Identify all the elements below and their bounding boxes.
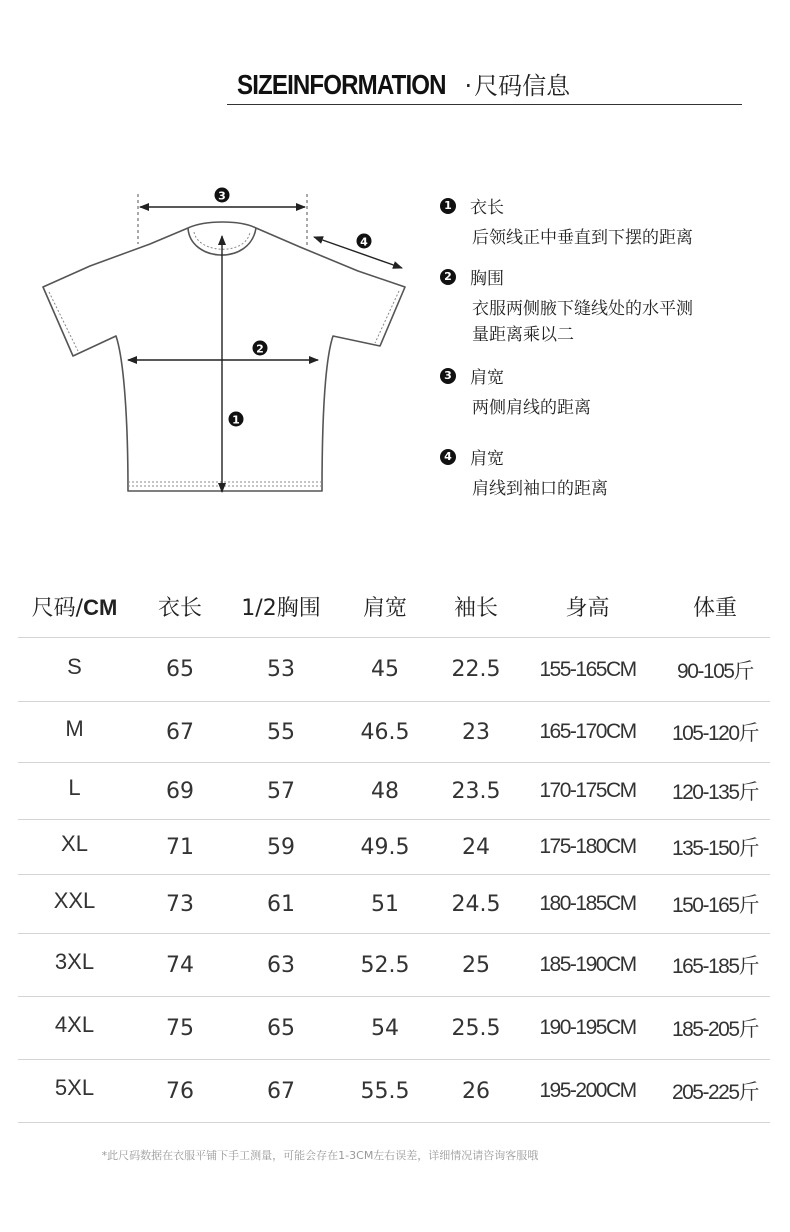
marker-3 <box>215 188 230 203</box>
marker-1 <box>229 412 244 427</box>
table-cell: 180-185CM <box>539 892 636 915</box>
title-separator: · <box>464 72 473 100</box>
table-header <box>18 575 770 637</box>
table-cell: L <box>68 775 81 800</box>
legend-number: 1 <box>440 198 456 214</box>
table-cell: 46.5 <box>360 719 410 745</box>
legend-desc: 肩线到袖口的距离 <box>472 479 608 499</box>
table-cell: 23 <box>462 719 490 745</box>
legend-desc: 量距离乘以二 <box>472 325 574 345</box>
table-cell: XL <box>61 831 88 856</box>
table-cell: 52.5 <box>360 952 410 978</box>
table-cell: 26 <box>462 1078 490 1104</box>
table-cell: 25 <box>462 952 490 978</box>
legend-desc: 衣服两侧腋下缝线处的水平测 <box>472 299 693 319</box>
table-cell: 205-225斤 <box>671 1081 759 1104</box>
table-row <box>18 874 770 933</box>
table-row <box>18 996 770 1059</box>
table-cell: 195-200CM <box>539 1079 636 1102</box>
table-cell: 69 <box>166 778 194 804</box>
table-cell: 48 <box>371 778 399 804</box>
table-cell: 54 <box>371 1015 399 1041</box>
svg-text:4: 4 <box>360 235 368 249</box>
marker-4 <box>357 234 372 249</box>
table-cell: 4XL <box>54 1012 95 1037</box>
marker-2 <box>253 341 268 356</box>
table-cell: 24 <box>462 834 490 860</box>
header-shoulder: 肩宽 <box>362 595 407 621</box>
table-cell: 53 <box>267 657 295 682</box>
table-cell: XXL <box>53 888 96 913</box>
table-row <box>18 701 770 762</box>
table-cell: 65 <box>267 1015 295 1041</box>
table-cell: 65 <box>166 657 194 682</box>
table-cell: 165-170CM <box>539 720 636 743</box>
table-cell: 63 <box>267 952 295 978</box>
legend-number: 2 <box>440 269 456 285</box>
legend-title: 衣长 <box>470 198 504 218</box>
table-cell: 175-180CM <box>539 835 636 858</box>
table-cell: 120-135斤 <box>671 781 759 804</box>
legend-title: 胸围 <box>470 269 504 289</box>
table-cell: 25.5 <box>451 1015 501 1041</box>
table-row <box>18 819 770 874</box>
svg-text:1: 1 <box>232 413 240 427</box>
table-cell: 105-120斤 <box>671 722 759 745</box>
table-cell: 45 <box>371 657 399 682</box>
table-cell: M <box>65 716 84 741</box>
size-table <box>18 575 770 1123</box>
header-length: 衣长 <box>157 595 202 621</box>
table-cell: S <box>67 653 82 679</box>
table-bottom-rule <box>18 1122 770 1123</box>
table-cell: 170-175CM <box>539 779 636 802</box>
table-cell: 90-105斤 <box>677 659 753 683</box>
table-cell: 135-150斤 <box>671 837 759 860</box>
legend-item-2 <box>440 264 693 348</box>
table-cell: 23.5 <box>451 778 501 804</box>
table-row <box>18 933 770 996</box>
table-cell: 57 <box>267 778 295 804</box>
table-cell: 185-190CM <box>539 953 636 976</box>
table-cell: 165-185斤 <box>671 955 759 978</box>
legend-number: 4 <box>440 449 456 465</box>
table-cell: 67 <box>267 1078 295 1104</box>
table-cell: 24.5 <box>451 891 501 917</box>
title-chinese: 尺码信息 <box>474 72 571 100</box>
header-half-chest: 1/2胸围 <box>241 595 321 621</box>
table-cell: 75 <box>166 1015 194 1041</box>
table-cell: 150-165斤 <box>671 894 759 917</box>
tshirt-outline <box>43 222 405 491</box>
table-cell: 22.5 <box>451 657 501 682</box>
table-cell: 71 <box>166 834 194 860</box>
legend-title: 肩宽 <box>470 449 504 469</box>
legend-title: 肩宽 <box>470 368 504 388</box>
header-sleeve: 袖长 <box>453 595 498 621</box>
table-cell: 51 <box>371 891 399 917</box>
title-english: SIZEINFORMATION <box>236 69 446 100</box>
table-cell: 5XL <box>54 1075 95 1100</box>
svg-text:2: 2 <box>256 342 264 356</box>
header-size: 尺码/CM <box>31 594 118 621</box>
legend-item-3 <box>440 363 591 421</box>
table-cell: 190-195CM <box>539 1016 636 1039</box>
table-cell: 59 <box>267 834 295 860</box>
legend-number: 3 <box>440 368 456 384</box>
svg-text:3: 3 <box>218 189 226 203</box>
table-cell: 3XL <box>54 949 95 974</box>
header-height: 身高 <box>565 595 610 621</box>
legend-desc: 后领线正中垂直到下摆的距离 <box>472 228 693 248</box>
table-body <box>18 637 770 1123</box>
table-cell: 55.5 <box>360 1078 410 1104</box>
table-cell: 73 <box>166 891 194 917</box>
table-cell: 155-165CM <box>539 657 636 681</box>
table-cell: 67 <box>166 719 194 745</box>
table-cell: 74 <box>166 952 194 978</box>
legend-desc: 两侧肩线的距离 <box>472 398 591 418</box>
table-cell: 185-205斤 <box>671 1018 759 1041</box>
legend-item-1 <box>440 193 693 251</box>
footnote: *此尺码数据在衣服平铺下手工测量，可能会存在1-3CM左右误差，详细情况请咨询客服哦 <box>101 1149 539 1162</box>
table-row <box>18 1059 770 1122</box>
table-cell: 55 <box>267 719 295 745</box>
table-cell: 61 <box>267 891 295 917</box>
table-cell: 76 <box>166 1078 194 1104</box>
legend-item-4 <box>440 444 608 502</box>
table-cell: 49.5 <box>360 834 410 860</box>
table-row <box>18 762 770 819</box>
table-row <box>18 637 770 701</box>
header-weight: 体重 <box>692 595 737 621</box>
